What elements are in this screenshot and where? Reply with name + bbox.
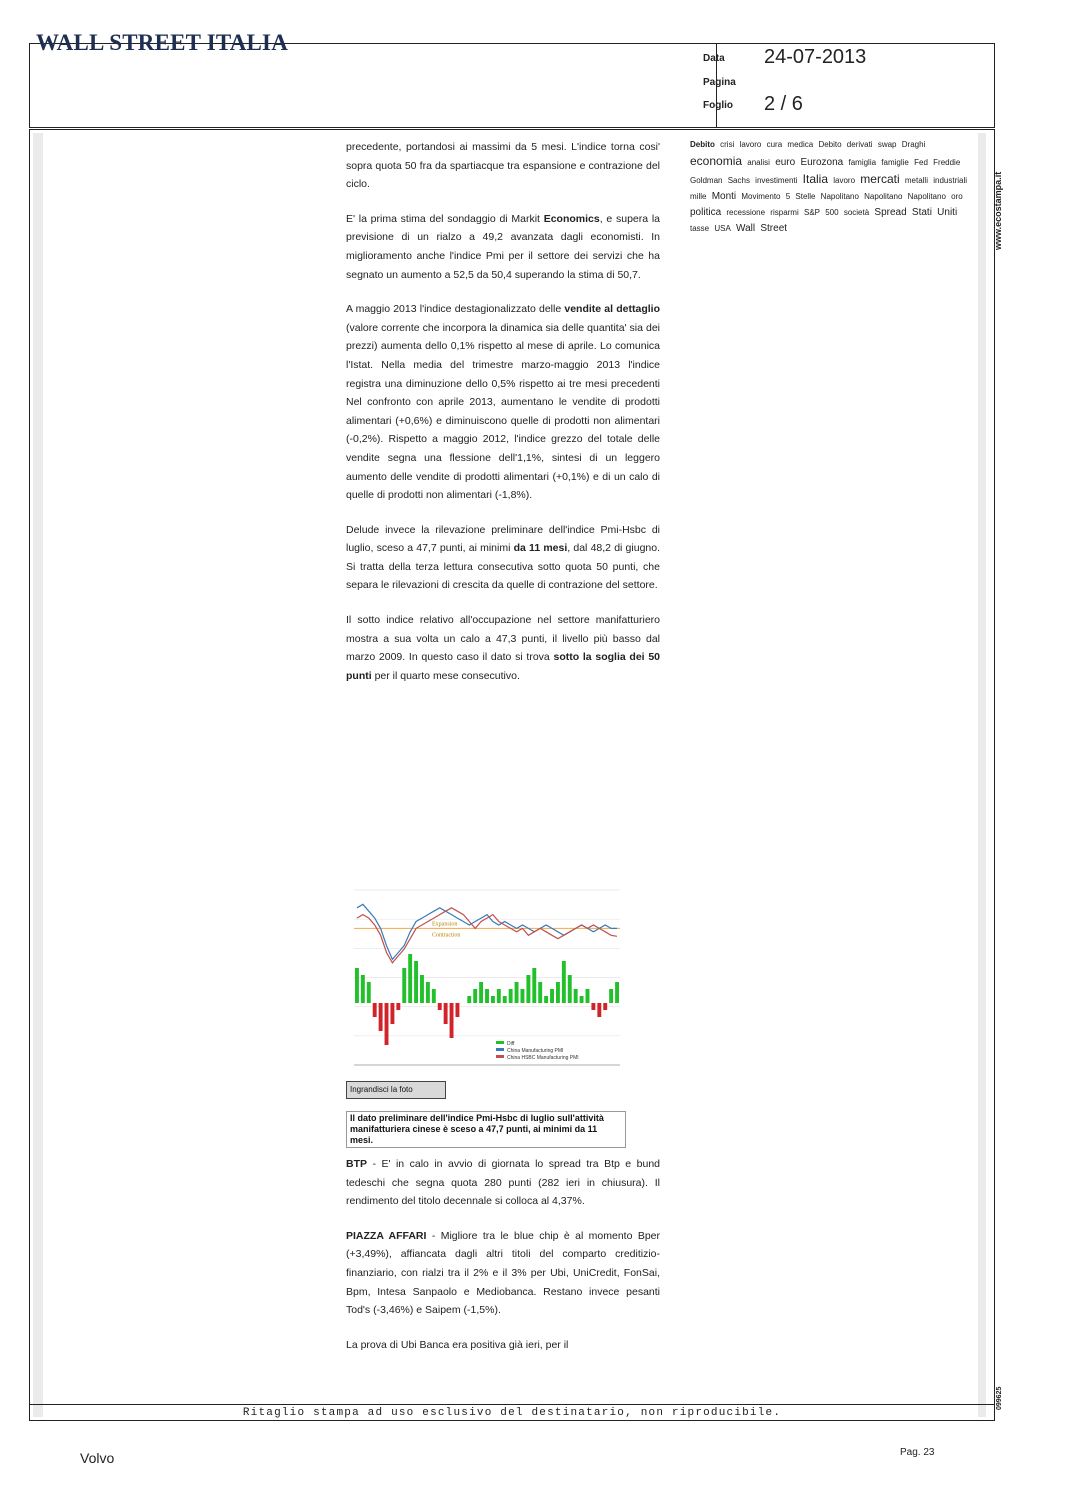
tag-link[interactable]: industriali xyxy=(933,176,968,185)
tag-link[interactable]: 5 xyxy=(785,192,791,201)
tag-link[interactable]: metalli xyxy=(904,176,928,185)
article-paragraph: precedente, portandosi ai massimi da 5 mesi. L'indice torna cosi' sopra quota 50 fra da spartiacque tra espansione e contrazione del ciclo. xyxy=(346,141,660,191)
left-margin-strip xyxy=(33,133,43,1417)
tag-link[interactable]: investimenti xyxy=(755,176,798,185)
diff-bar xyxy=(450,1003,454,1038)
diff-bar xyxy=(526,975,530,1003)
diff-bar xyxy=(615,982,619,1003)
tag-link[interactable]: lavoro xyxy=(739,140,762,149)
tag-link[interactable]: Spread xyxy=(874,207,907,218)
tag-link[interactable]: Italia xyxy=(802,172,829,186)
tag-link[interactable]: lavoro xyxy=(833,176,856,185)
diff-bar xyxy=(538,982,542,1003)
diff-bar xyxy=(385,1003,389,1045)
diff-bar xyxy=(390,1003,394,1024)
tag-link[interactable]: euro xyxy=(775,157,796,168)
tag-link[interactable]: Debito xyxy=(818,140,842,149)
tag-cloud xyxy=(690,137,970,237)
tag-link[interactable]: Movimento xyxy=(741,192,781,201)
tag-link[interactable]: Eurozona xyxy=(800,157,844,168)
legend-swatch xyxy=(496,1055,504,1058)
tag-link[interactable]: Stati xyxy=(911,207,932,218)
diff-bar xyxy=(586,989,590,1003)
diff-bar xyxy=(467,996,471,1003)
tag-link[interactable]: Draghi xyxy=(901,140,926,149)
tag-link[interactable]: famiglia xyxy=(848,158,877,167)
diff-bar xyxy=(532,968,536,1003)
diff-bar xyxy=(473,989,477,1003)
tag-link[interactable]: Napolitano xyxy=(864,192,903,201)
sheet-value: 2 / 6 xyxy=(764,93,803,115)
legend-label: Diff xyxy=(507,1041,515,1047)
diff-bar xyxy=(509,989,513,1003)
article-paragraph: BTP - E' in calo in avvio di giornata lo spread tra Btp e bund tedeschi che segna quota 280 punti (282 ieri in chiusura). Il rendimento del titolo decennale si colloca al 4,37%. xyxy=(346,1158,660,1208)
diff-bar xyxy=(580,996,584,1003)
page-number: Pag. 23 xyxy=(900,1447,935,1458)
tag-link[interactable]: Sachs xyxy=(727,176,750,185)
tag-link[interactable]: cura xyxy=(766,140,783,149)
diff-bar xyxy=(568,975,572,1003)
tag-link[interactable]: società xyxy=(843,208,870,217)
tag-link[interactable]: Napolitano xyxy=(907,192,946,201)
article-paragraph: Il sotto indice relativo all'occupazione nel settore manifatturiero mostra a sua volta un calo a 47,3 punti, il livello più basso dal marzo 2009. In questo caso il dato si trova sotto la soglia dei 50 punti per il quarto mese consecutivo. xyxy=(346,614,660,682)
diff-bar xyxy=(479,982,483,1003)
tag-link[interactable]: economia xyxy=(690,154,743,168)
diff-bar xyxy=(420,975,424,1003)
diff-bar xyxy=(408,954,412,1003)
contraction-label: Contraction xyxy=(432,932,461,939)
side-url-text: www.ecostampa.it xyxy=(993,171,1003,250)
tag-link[interactable]: Uniti xyxy=(937,207,958,218)
diff-bar xyxy=(426,982,430,1003)
tag-link[interactable]: USA xyxy=(714,224,731,233)
diff-bar xyxy=(432,989,436,1003)
pmi-chart xyxy=(346,885,626,1095)
side-code-text: 099625 xyxy=(996,1386,1003,1410)
tag-link[interactable]: Monti xyxy=(711,191,737,202)
disclaimer: Ritaglio stampa ad uso esclusivo del destinatario, non riproducibile. xyxy=(29,1404,995,1421)
page-label: Pagina xyxy=(703,77,736,88)
masthead-logo: WALL STREET ITALIA xyxy=(36,30,289,55)
tag-link[interactable]: mille xyxy=(690,192,707,201)
diff-bar xyxy=(497,989,501,1003)
right-margin-strip xyxy=(978,133,986,1417)
article-paragraph: E' la prima stima del sondaggio di Markit Economics, e supera la previsione di un rialzo a 49,2 avanzata dagli economisti. In miglioramento anche l'indice Pmi per il settore dei servizi che ha segnato un aumento a 52,5 da 50,4 superando la stima di 50,7. xyxy=(346,212,660,281)
tag-link[interactable]: Freddie xyxy=(933,158,961,167)
diff-bar xyxy=(396,1003,400,1010)
diff-bar xyxy=(402,968,406,1003)
diff-bar xyxy=(438,1003,442,1010)
article-column xyxy=(346,138,660,701)
tag-link[interactable]: oro xyxy=(951,192,963,201)
tag-link[interactable]: recessione xyxy=(726,208,766,217)
legend-swatch xyxy=(496,1048,504,1051)
legend-swatch xyxy=(496,1041,504,1044)
tag-link[interactable]: Goldman xyxy=(690,176,723,185)
markit-link[interactable]: Economics xyxy=(543,212,600,225)
tag-link[interactable]: crisi xyxy=(720,140,735,149)
tag-link[interactable]: risparmi xyxy=(770,208,799,217)
diff-bar xyxy=(503,996,507,1003)
diff-bar xyxy=(355,968,359,1003)
article-paragraph: A maggio 2013 l'indice destagionalizzato delle vendite al dettaglio (valore corrente che incorpora la dinamica sia delle quantita' sia dei prezzi) aumenta dello 0,1% rispetto al mese di aprile. Lo comunica l'Istat. Nella media del trimestre marzo-maggio 2013 l'indice registra una diminuzione dello 0,5% rispetto ai tre mesi precedenti Nel confronto con aprile 2013, aumentano le vendite di prodotti alimentari (+0,6%) e diminuiscono quelle di prodotti non alimentari (-0,2%). Rispetto a maggio 2012, l'indice grezzo del totale delle vendite segna una flessione dell'1,1%, sintesi di un leggero aumento delle vendite di prodotti alimentari (+0,1%) e di un calo di quelle di prodotti non alimentari (-1,8%). xyxy=(346,303,660,502)
footer-left: Volvo xyxy=(80,1450,115,1466)
retail-sales-link[interactable]: vendite al dettaglio xyxy=(564,303,660,316)
sheet-label: Foglio xyxy=(703,100,733,111)
chart-caption: Il dato preliminare dell'indice Pmi-Hsbc di luglio sull'attività manifatturiera cinese è sceso a 47,7 punti, ai minimi da 11 mesi. xyxy=(346,1111,626,1148)
tag-link[interactable]: Fed xyxy=(914,158,928,167)
diff-bar xyxy=(591,1003,595,1010)
diff-bar xyxy=(609,989,613,1003)
legend-label: China Manufacturing PMI xyxy=(507,1048,564,1054)
pmi-chart-figure xyxy=(346,885,626,1095)
diff-bar xyxy=(603,1003,607,1010)
tag-link[interactable]: swap xyxy=(877,140,897,149)
tag-link[interactable]: tasse xyxy=(690,224,710,233)
tag-link[interactable]: mercati xyxy=(860,172,900,186)
article-paragraph: La prova di Ubi Banca era positiva già ieri, per il xyxy=(346,1338,569,1351)
date-value: 24-07-2013 xyxy=(764,46,867,68)
tag-link[interactable]: Debito xyxy=(690,140,715,149)
diff-bar xyxy=(491,996,495,1003)
diff-bar xyxy=(562,961,566,1003)
diff-bar xyxy=(521,989,525,1003)
diff-bar xyxy=(544,996,548,1003)
tag-link[interactable]: 500 xyxy=(825,208,839,217)
article-paragraph: Delude invece la rilevazione preliminare dell'indice Pmi-Hsbc di luglio, sceso a 47,7 punti, ai minimi da 11 mesi, dal 48,2 di giugno. Si tratta della terza lettura consecutiva sotto quota 50 punti, che separa le rilevazioni di crescita da quelle di contrazione del settore. xyxy=(346,523,661,592)
diff-bar xyxy=(455,1003,459,1017)
diff-bar xyxy=(574,989,578,1003)
diff-bar xyxy=(444,1003,448,1024)
diff-bar xyxy=(550,989,554,1003)
expansion-label: Expansion xyxy=(432,921,458,928)
article-continuation xyxy=(346,1155,660,1354)
tag-link[interactable]: Napolitano xyxy=(820,192,859,201)
tag-link[interactable]: derivati xyxy=(846,140,873,149)
tag-link[interactable]: Wall xyxy=(736,223,756,234)
diff-bar xyxy=(597,1003,601,1017)
diff-bar xyxy=(515,982,519,1003)
enlarge-photo-button[interactable]: Ingrandisci la foto xyxy=(346,1081,446,1099)
tag-link[interactable]: Stelle xyxy=(795,192,816,201)
diff-bar xyxy=(373,1003,377,1017)
diff-bar xyxy=(414,961,418,1003)
diff-bar xyxy=(361,975,365,1003)
tag-link[interactable]: medica xyxy=(787,140,814,149)
diff-bar xyxy=(379,1003,383,1031)
diff-bar xyxy=(367,982,371,1003)
tag-link[interactable]: Street xyxy=(760,223,788,234)
diff-bar xyxy=(556,982,560,1003)
date-label: Data xyxy=(703,53,725,64)
article-paragraph: PIAZZA AFFARI - Migliore tra le blue chip è al momento Bper (+3,49%), affiancata dagli altri titoli del comparto creditizio-finanziario, con rialzi tra il 2% e il 3% per Ubi, UniCredit, FonSai, Bpm, Intesa Sanpaolo e Mediobanca. Restano invece pesanti Tod's (-3,46%) e Saipem (-1,5%). xyxy=(346,1229,660,1317)
tag-link[interactable]: politica xyxy=(690,207,722,218)
tag-link[interactable]: analisi xyxy=(747,158,770,167)
diff-bar xyxy=(485,989,489,1003)
legend-label: China HSBC Manufacturing PMI xyxy=(507,1055,579,1061)
tag-link[interactable]: famiglie xyxy=(881,158,909,167)
tag-link[interactable]: S&P xyxy=(803,208,820,217)
